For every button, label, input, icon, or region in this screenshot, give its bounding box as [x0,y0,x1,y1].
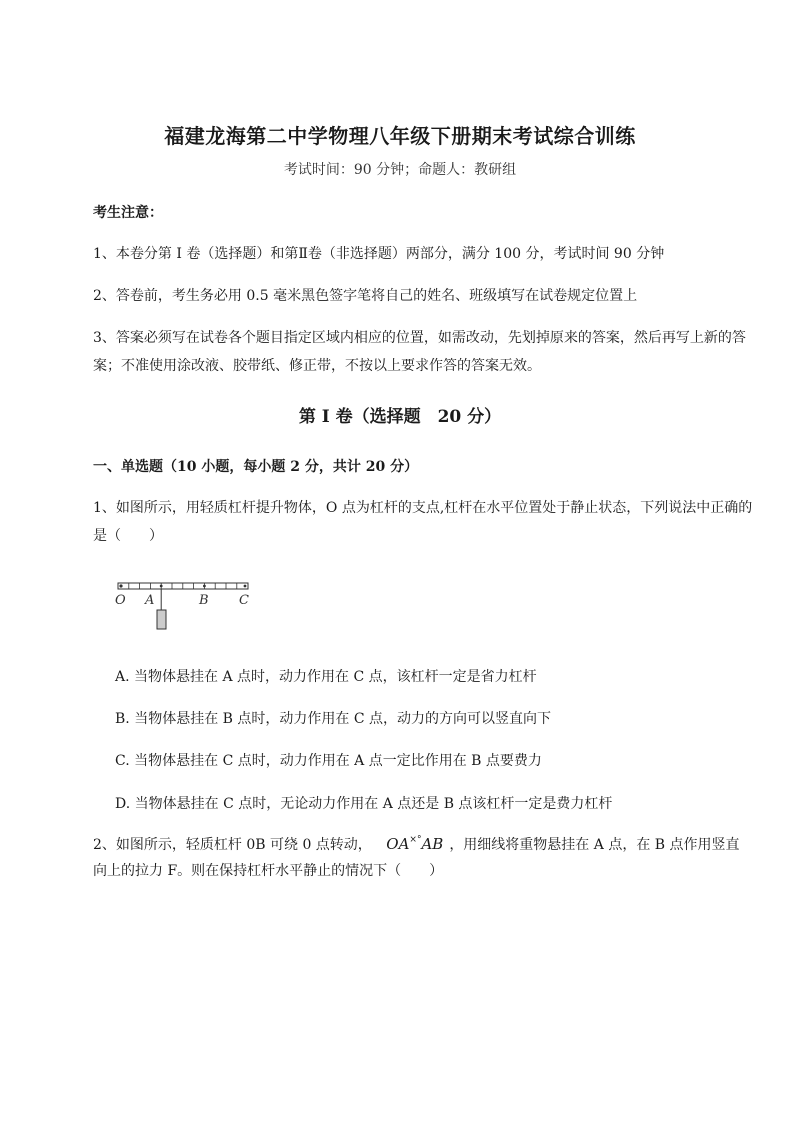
notice-item: 1、本卷分第 I 卷（选择题）和第Ⅱ卷（非选择题）两部分，满分 100 分，考试时间 90 分钟 [93,246,665,262]
notice-item: 3、答案必须写在试卷各个题目指定区域内相应的位置，如需改动，先划掉原来的答案，然后再写上新的答案；不准使用涂改液、胶带纸、修正带，不按以上要求作答的答案无效。 [93,330,746,374]
option-d: D. 当物体悬挂在 C 点时，无论动力作用在 A 点还是 B 点该杠杆一定是费力杠杆 [115,796,613,812]
question-stem: 1、如图所示，用轻质杠杆提升物体，O 点为杠杆的支点,杠杆在水平位置处于静止状态，下列说法中正确的是（ ） [93,500,753,544]
hanging-weight [157,610,166,629]
formula-ab: AB [421,835,444,853]
option-a: A. 当物体悬挂在 A 点时，动力作用在 C 点，该杠杆一定是省力杠杆 [115,669,537,685]
option-c: C. 当物体悬挂在 C 点时，动力作用在 A 点一定比作用在 B 点要费力 [115,753,542,769]
formula-symbol: ×° [409,835,422,845]
notice-item: 2、答卷前，考生务必用 0.5 毫米黑色签字笔将自己的姓名、班级填写在试卷规定位置上 [93,288,638,304]
section-title: 第 I 卷（选择题 20 分） [298,407,502,427]
formula-oa: OA [386,835,410,853]
lever-figure [112,578,262,634]
lever-ticks [129,583,237,589]
label-A: A [145,593,155,608]
label-B: B [199,593,209,608]
question-2-stem-line2: 向上的拉力 F。则在保持杠杆水平静止的情况下（ ） [93,863,444,879]
question-2-stem-part2: ，用细线将重物悬挂在 A 点，在 B 点作用竖直 [449,837,740,853]
page-subtitle: 考试时间：90 分钟；命题人：教研组 [283,162,517,178]
label-O: O [115,593,126,608]
notice-heading: 考生注意： [93,205,163,221]
option-b: B. 当物体悬挂在 B 点时，动力作用在 C 点，动力的方向可以竖直向下 [115,711,551,727]
page-title: 福建龙海第二中学物理八年级下册期末考试综合训练 [164,124,636,148]
label-C: C [239,593,249,608]
part-heading: 一、单选题（10 小题，每小题 2 分，共计 20 分） [93,459,419,475]
question-2-stem-part1: 2、如图所示，轻质杠杆 0B 可绕 0 点转动， [93,837,372,853]
pivot-point [119,584,122,587]
